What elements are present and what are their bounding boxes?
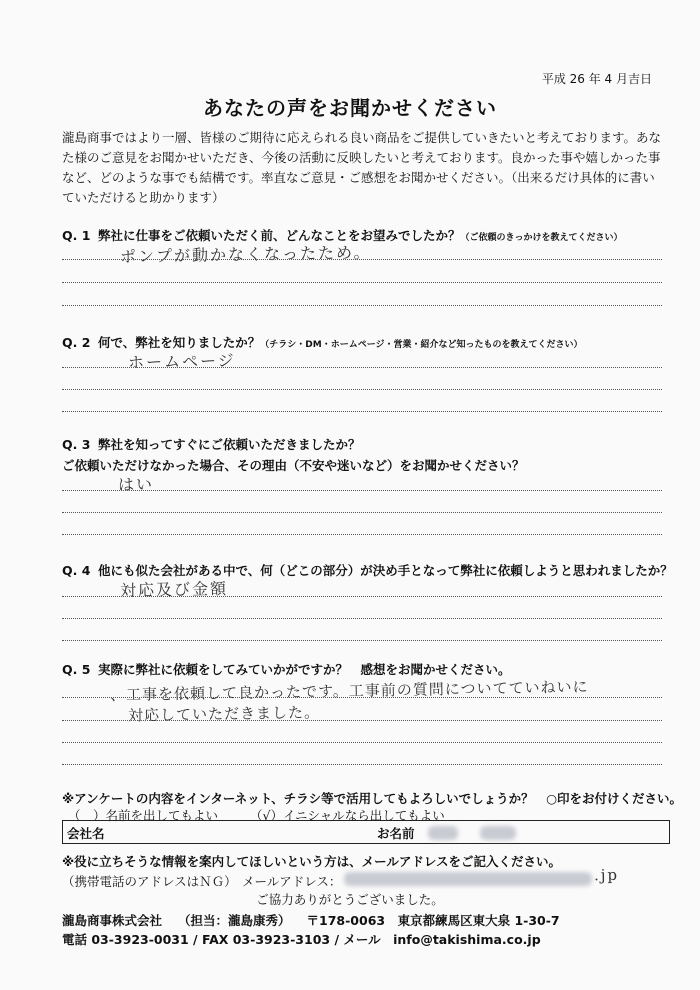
question-number: Q. 5 <box>62 662 91 677</box>
answer-1: ポンプが動かなくなったため。 <box>119 242 372 267</box>
answer-2: ホームページ <box>127 351 236 372</box>
redacted-name <box>428 826 458 840</box>
option-name: （ ）名前を出してもよい <box>68 808 219 823</box>
answer-line <box>62 764 662 765</box>
email-suffix: .jp <box>593 865 620 885</box>
answer-line <box>62 596 662 597</box>
answer-line <box>62 534 662 535</box>
name-form <box>62 820 670 844</box>
answer-line <box>62 367 662 368</box>
footer-company-line <box>62 911 576 929</box>
email-note: ※役に立ちそうな情報を案内してほしいという方は、メールアドレスをご記入ください。 <box>62 854 562 869</box>
answer-line <box>62 720 662 721</box>
answer-line <box>62 411 662 412</box>
question-3 <box>62 435 361 453</box>
company-label: 会社名 <box>67 826 105 841</box>
redacted-email <box>344 872 592 886</box>
intro-text: 瀧島商事ではより一層、皆様のご期待に応えられる良い商品をご提供していきたいと考えております。あなた様のご意見をお聞かせいただき、今後の活動に反映したいと考えております。良かった事や嬉しかった事など、どのような事でも結構です。率直なご意見・ご感想をお聞かせください。（出来るだけ具体的に書いていただけると助かります） <box>62 130 662 205</box>
question-number: Q. 1 <box>62 228 91 243</box>
answer-4: 対応及び金額 <box>119 579 229 600</box>
thanks-text: ご協力ありがとうございました。 <box>256 892 444 907</box>
footer-contact: （担当：瀧島康秀） <box>178 913 291 928</box>
page-title: あなたの声をお聞かせください <box>203 96 497 120</box>
mobile-note: （携帯電話のアドレスはＮＧ） <box>62 874 237 889</box>
answer-5-line2: 対応していただきました。 <box>127 703 321 725</box>
answer-line <box>62 512 662 513</box>
consent-question: ※アンケートの内容をインターネット、チラシ等で活用してもよろしいでしょうか？ ○印をお付けください。 <box>62 791 683 806</box>
question-text: 弊社に仕事をご依頼いただく前、どんなことをお望みでしたか？ <box>98 228 461 243</box>
footer-company: 瀧島商事株式会社 <box>62 913 163 928</box>
name-label: お名前 <box>377 826 415 841</box>
question-text: 弊社を知ってすぐにご依頼いただきましたか？ <box>98 437 361 452</box>
question-hint: （チラシ・DM・ホームページ・営業・紹介など知ったものを教えてください） <box>260 340 583 350</box>
question-2 <box>62 333 583 351</box>
answer-line <box>62 640 662 641</box>
answer-line <box>62 490 662 491</box>
question-text: 他にも似た会社がある中で、何（どこの部分）が決め手となって弊社に依頼しようと思われましたか？ <box>98 563 673 578</box>
question-number: Q. 3 <box>62 437 91 452</box>
answer-3: はい <box>117 474 155 495</box>
answer-line <box>62 389 662 390</box>
answer-line <box>62 697 662 698</box>
question-text: 実際に弊社に依頼をしてみていかがですか？ 感想をお聞かせください。 <box>98 662 511 677</box>
footer-contact-line: 電話 03-3923-0031 / FAX 03-3923-3103 / メール info@takishima.co.jp <box>62 932 541 947</box>
option-initial: （√）イニシャルなら出してもよい <box>250 808 445 823</box>
question-3-line2: ご依頼いただけなかった場合、その理由（不安や迷いなど）をお聞かせください？ <box>62 458 525 473</box>
question-number: Q. 4 <box>62 563 91 578</box>
redacted-name <box>480 826 516 840</box>
answer-line <box>62 742 662 743</box>
question-4 <box>62 561 673 579</box>
email-label: メールアドレス： <box>242 874 342 889</box>
question-text: 何で、弊社を知りましたか？ <box>98 335 261 350</box>
question-number: Q. 2 <box>62 335 91 350</box>
answer-line <box>62 259 662 260</box>
answer-line <box>62 305 662 306</box>
date: 平成 26 年 4 月吉日 <box>541 72 652 86</box>
answer-5-line1: 、工事を依頼して良かったです。工事前の質問についてていねいに <box>109 677 589 705</box>
footer-address: 〒178-0063 東京都練馬区東大泉 1-30-7 <box>306 913 560 928</box>
question-5 <box>62 660 511 678</box>
answer-line <box>62 618 662 619</box>
answer-line <box>62 282 662 283</box>
question-hint: （ご依頼のきっかけを教えてください） <box>460 233 623 243</box>
